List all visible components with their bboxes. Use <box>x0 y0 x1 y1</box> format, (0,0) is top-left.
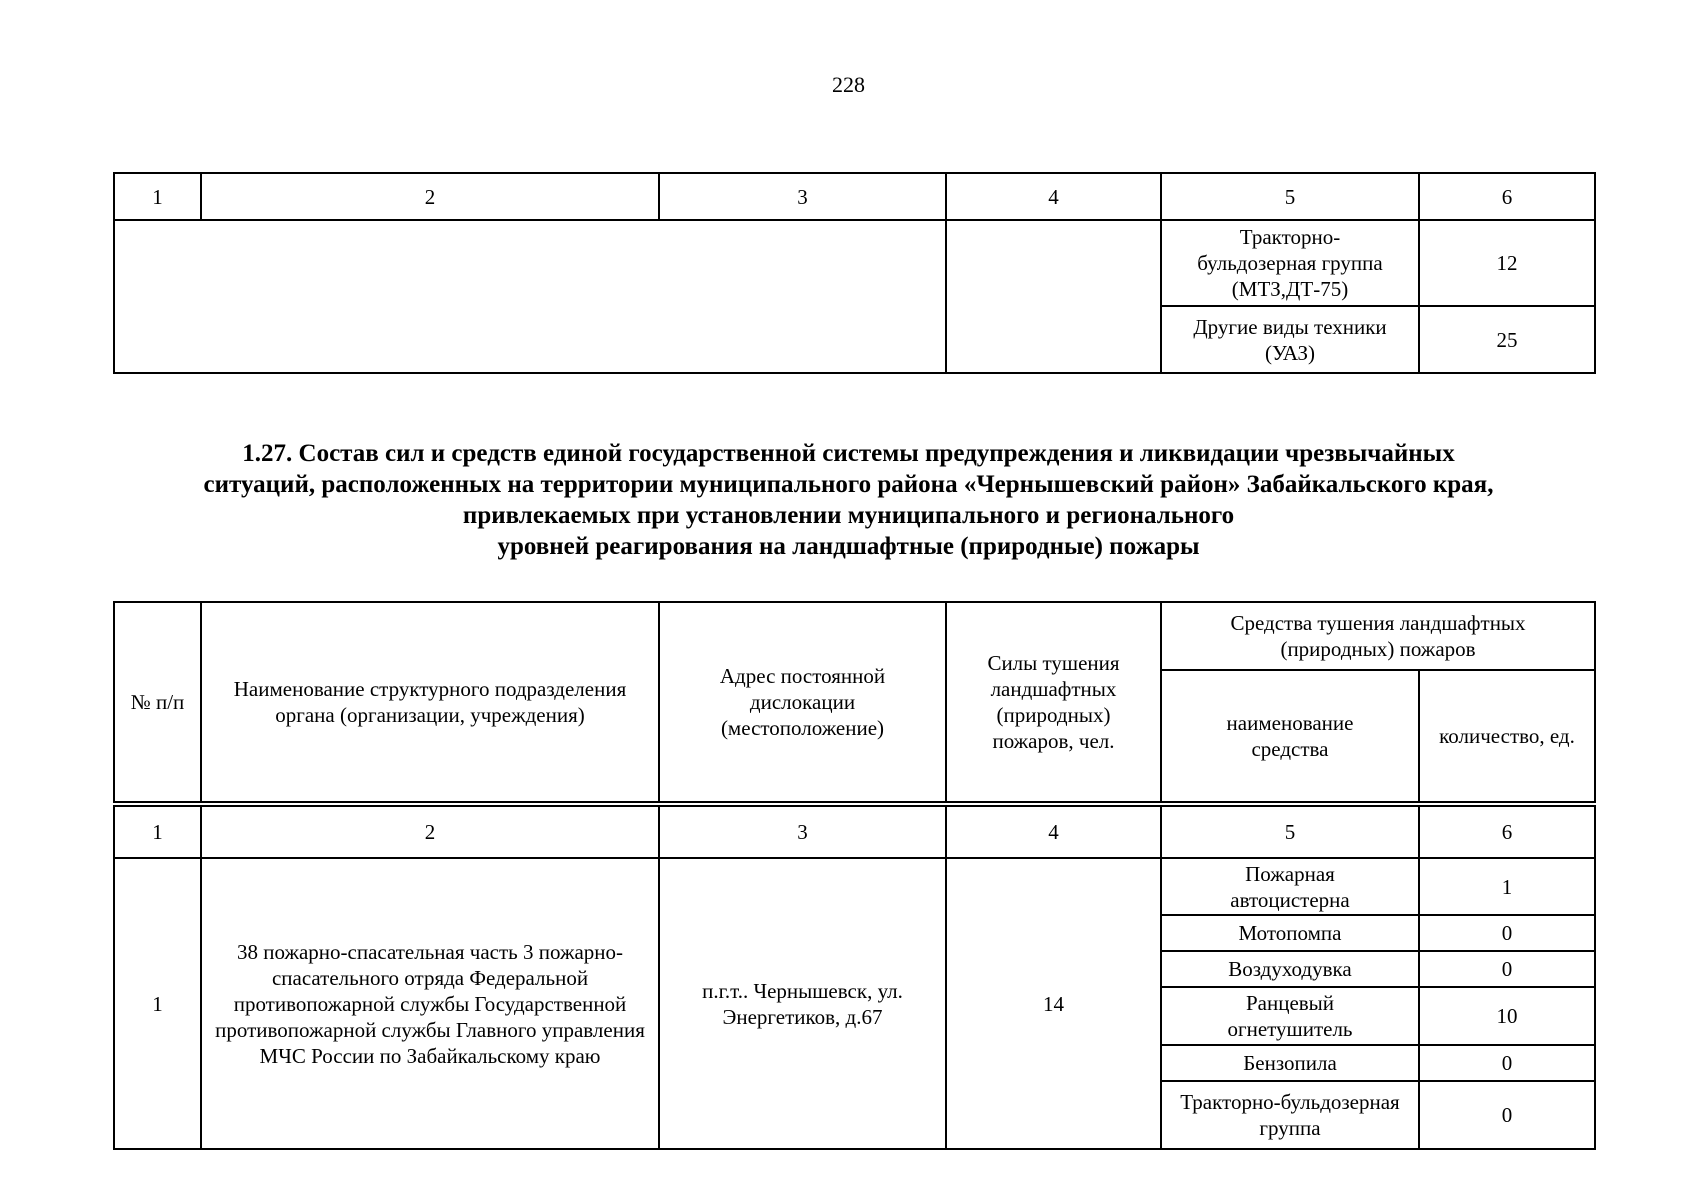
equipment-count: 0 <box>1419 951 1595 987</box>
header-means-name: наименование средства <box>1161 670 1419 802</box>
column-number: 1 <box>114 806 201 858</box>
title-line: привлекаемых при установлении муниципального и регионального <box>462 502 1235 529</box>
header-means-count: количество, ед. <box>1419 670 1595 802</box>
column-number: 4 <box>946 173 1161 220</box>
equipment-count: 12 <box>1419 220 1595 306</box>
column-number: 5 <box>1161 806 1419 858</box>
equipment-name-line: Другие виды техники <box>1193 314 1387 339</box>
address: п.г.т.. Чернышевск, ул. Энергетиков, д.67 <box>659 858 946 1149</box>
equipment-name: Воздуходувка <box>1161 951 1419 987</box>
page-number: 228 <box>832 72 865 97</box>
equipment-count: 0 <box>1419 915 1595 951</box>
header-unit: Наименование структурного подразделения органа (организации, учреждения) <box>201 602 659 802</box>
column-number: 1 <box>114 173 201 220</box>
forces-count: 14 <box>946 858 1161 1149</box>
header-table <box>113 601 1596 803</box>
forces-table <box>113 805 1596 1150</box>
equipment-name-cell <box>1161 220 1419 306</box>
equipment-name-line: (УАЗ) <box>1264 340 1315 365</box>
column-number: 6 <box>1419 806 1595 858</box>
column-number: 2 <box>201 806 659 858</box>
header-num: № п/п <box>114 602 201 802</box>
equipment-name-line: Тракторно- <box>1239 225 1341 249</box>
column-number: 3 <box>659 806 946 858</box>
equipment-name-line: бульдозерная группа <box>1197 251 1383 275</box>
header-forces: Силы тушения ландшафтных (природных) пожаров, чел. <box>946 602 1161 802</box>
section-title <box>0 438 1697 562</box>
equipment-name: Бензопила <box>1161 1045 1419 1081</box>
header-address: Адрес постоянной дислокации (местоположение) <box>659 602 946 802</box>
table-row <box>114 220 1595 306</box>
equipment-name-cell <box>1161 306 1419 373</box>
continuation-table <box>113 172 1596 374</box>
column-number-row <box>114 173 1595 220</box>
column-number: 5 <box>1161 173 1419 220</box>
title-line: ситуаций, расположенных на территории муниципального района «Чернышевский район» Забайкальского края, <box>203 471 1494 498</box>
column-number: 4 <box>946 806 1161 858</box>
equipment-name: Пожарная автоцистерна <box>1161 858 1419 915</box>
unit-name: 38 пожарно-спасательная часть 3 пожарно-спасательного отряда Федеральной противопожарной службы Государственной противопожарной службы Главного управления МЧС России по Забайкальскому краю <box>201 858 659 1149</box>
equipment-count: 25 <box>1419 306 1595 373</box>
equipment-count: 10 <box>1419 987 1595 1045</box>
title-line: 1.27. Состав сил и средств единой государственной системы предупреждения и ликвидации чрезвычайных <box>242 440 1455 467</box>
column-number-row <box>114 806 1595 858</box>
title-line: уровней реагирования на ландшафтные (природные) пожары <box>497 533 1200 560</box>
table-row <box>114 858 1595 915</box>
equipment-name: Тракторно-бульдозерная группа <box>1161 1081 1419 1149</box>
column-number: 3 <box>659 173 946 220</box>
empty-cell <box>114 220 946 373</box>
equipment-count: 1 <box>1419 858 1595 915</box>
equipment-name-line: (МТЗ,ДТ-75) <box>1231 277 1349 301</box>
equipment-count: 0 <box>1419 1081 1595 1149</box>
empty-cell <box>946 220 1161 373</box>
header-means: Средства тушения ландшафтных (природных) пожаров <box>1161 602 1595 670</box>
row-num: 1 <box>114 858 201 1149</box>
column-number: 6 <box>1419 173 1595 220</box>
equipment-name: Ранцевый огнетушитель <box>1161 987 1419 1045</box>
equipment-count: 0 <box>1419 1045 1595 1081</box>
column-number: 2 <box>201 173 659 220</box>
equipment-name: Мотопомпа <box>1161 915 1419 951</box>
